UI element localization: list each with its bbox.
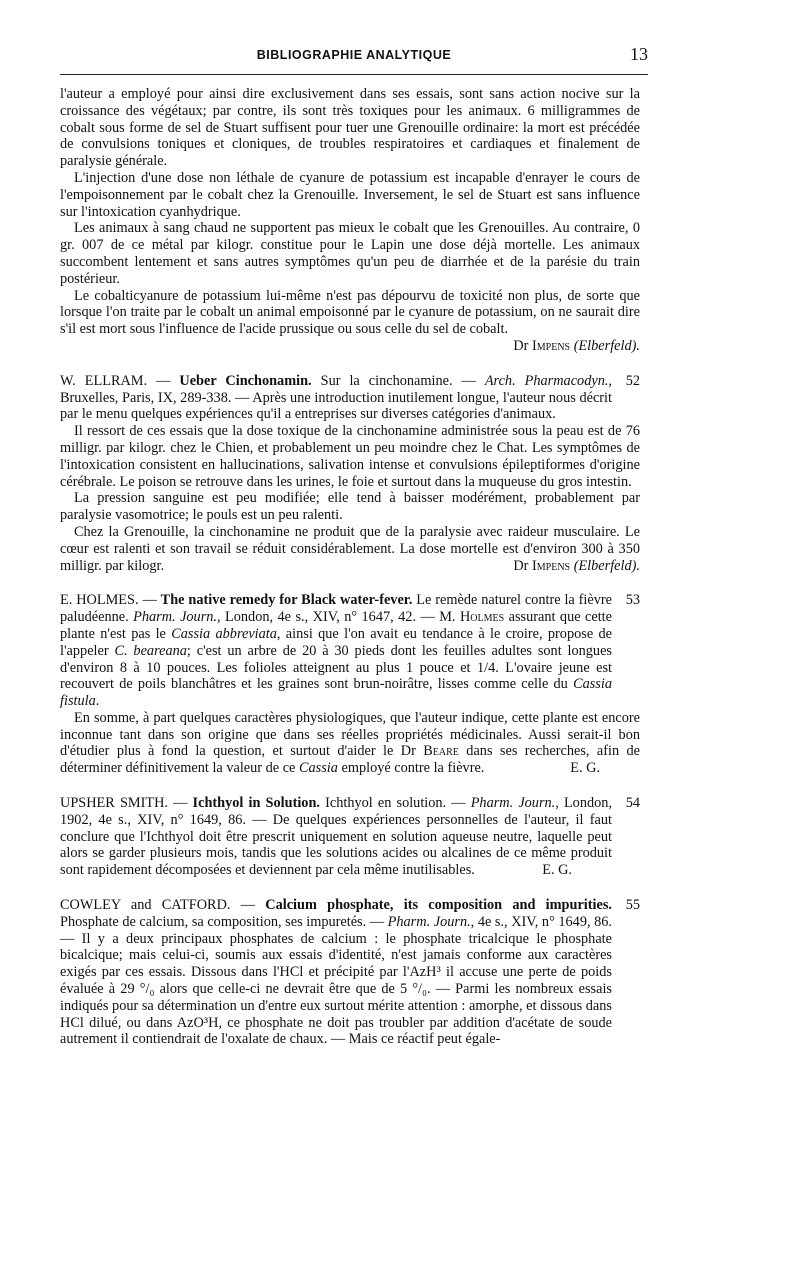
- entry-journal: Arch. Pharmacodyn.: [484, 372, 609, 389]
- intro-paragraph-2: L'injection d'une dose non léthale de cyanure de potassium est incapable d'enrayer le cours de l'empoisonnement par le cobalt chez la Grenouille. Inversement, le sel de Stuart est sans influence sur l'intoxication cyanhydrique.: [60, 169, 640, 220]
- entry-author: UPSHER SMITH. —: [60, 795, 188, 812]
- entry-number: 54: [625, 795, 640, 812]
- entry-author: COWLEY and CATFORD. —: [60, 897, 256, 914]
- entry-text: dans ses recherches, afin de déterminer définitivement la valeur de ce: [60, 743, 640, 777]
- entry-title: Ichthyol in Solution.: [192, 795, 320, 812]
- entry-text: En somme, à part quelques caractères physiologiques, que l'auteur indique, cette plante est encore inconnue tant dans son origine que dans ses réelles propriétés médicinales. Aussi serait-il bon d'étudier plus à fond la question, et surtout d'aider le Dr: [60, 709, 640, 760]
- spacer: [60, 355, 640, 373]
- entry-53-paragraph-2: [60, 710, 640, 777]
- entry-55: [60, 897, 640, 1048]
- entry-text: Chez la Grenouille, la cinchonamine ne produit que de la paralysie avec raideur musculaire. Le cœur est ralenti et son travail se réduit considérablement. La dose mortelle est d'environ 300 à 350 milligr. par kilogr.: [60, 523, 640, 574]
- entry-species: Cassia abbreviata: [171, 625, 277, 642]
- entry-52-paragraph-4: [60, 524, 640, 574]
- entry-text: , London, 4e s., XIV, n° 1647, 42. — M.: [217, 609, 460, 626]
- entry-text: Ichthyol en solution. —: [320, 795, 471, 812]
- entry-species: Cassia fistula: [60, 676, 612, 710]
- entry-text: Le remède naturel contre la fièvre paludéenne.: [60, 592, 612, 626]
- entry-title: Calcium phosphate, its composition and impurities.: [265, 897, 612, 914]
- entry-author: E. HOLMES. —: [60, 592, 157, 609]
- entry-number: 52: [625, 372, 640, 389]
- spacer: [60, 574, 640, 592]
- entry-text: Phosphate de calcium, sa composition, ses impuretés. —: [60, 913, 388, 930]
- intro-paragraph-4-block: [60, 288, 640, 355]
- entry-54: [60, 795, 640, 879]
- entry-title: Ueber Cinchonamin.: [179, 372, 312, 389]
- entry-text: ; c'est un arbre de 20 à 30 pieds dont les feuilles adultes sont longues d'environ 8 à 10 pouces. Les folioles atteignent au plus 1 pouce et 1/4. L'ovaire jeune est recouvert de poils blanchâtres et les graines sont brun-noirâtre, lisses comme celle du: [60, 642, 612, 693]
- entry-52-paragraph-2: Il ressort de ces essais que la dose toxique de la cinchonamine administrée sous la peau est de 76 milligr. par kilogr. chez le Chien, et probablement un peu moindre chez le Chat. Les symptômes de l'intoxication consistent en hallucinations, salivation intense et convulsions épileptiformes d'origine cérébrale. Le poison se retrouve dans les urines, le foie et surtout dans la muqueuse du gros intestin.: [60, 423, 640, 490]
- entry-text: employé contre la fièvre.: [337, 760, 485, 777]
- signature-prefix: Dr: [513, 337, 529, 354]
- entry-journal: Pharm. Journ.: [133, 609, 217, 626]
- header-rule: [60, 74, 648, 75]
- entry-person-name: Holmes: [459, 609, 505, 626]
- entry-species: Cassia: [298, 760, 338, 777]
- entry-55-heading: [60, 897, 640, 1048]
- intro-paragraph-4-text: Le cobalticyanure de potassium lui-même n'est pas dépourvu de toxicité non plus, de sorte que lorsque l'on traite par le cobalt un animal empoisonné par le cyanure de potassium, on ne saurait dire s'il est mort sous l'influence de l'acide prussique ou sous celle du sel de cobalt.: [60, 287, 640, 338]
- entry-text: , 4e s., XIV, n° 1649, 86. — Il y a deux principaux phosphates de calcium : le phosphate tricalcique le phosphate bicalcique; mais celui-ci, soumis aux essais d'identité, n'est jamais conforme aux caractères exigés par ces essais. Dissous dans l'HCl et précipité par l'AzH³ il accuse une perte de poids évaluée à 29 °/₀ alors que celle-ci ne devrait être que de 5 °/₀. — Parmi les nombreux essais indiqués pour sa détermination un d'entre eux surtout mérite attention : amorphe, et dissous dans HCl dilué, ou dans AzO³H, ce phosphate ne doit pas troubler par addition d'acétate de soude autrement il contiendrait de l'oxalate de chaux. — Mais ce réactif peut égale-: [60, 913, 612, 1048]
- signature-name: Impens: [532, 557, 571, 574]
- running-header: [60, 46, 648, 72]
- entry-text: assurant que cette plante n'est pas le: [60, 609, 612, 642]
- signature-place: (Elberfeld).: [573, 337, 640, 354]
- entry-text: , Bruxelles, Paris, IX, 289-338. — Après une introduction inutilement longue, l'auteur nous décrit par le menu quelques expériences qu'il a entreprises sur diverses catégories d'animaux.: [60, 372, 612, 423]
- entry-52-heading: [60, 373, 640, 423]
- intro-paragraph-4: [60, 288, 640, 355]
- entry-journal: Pharm. Journ.: [470, 795, 556, 812]
- intro-signature: [479, 338, 640, 355]
- entry-53-heading: [60, 592, 640, 710]
- signature-place: (Elberfeld).: [573, 557, 640, 574]
- entry-text: Sur la cinchonamine. —: [311, 372, 485, 389]
- entry-text: , ainsi que l'on avait eu tendance à le croire, propose de l'appeler: [60, 625, 612, 659]
- spacer: [60, 777, 640, 795]
- signature-prefix: Dr: [513, 557, 529, 574]
- entry-53: [60, 592, 640, 777]
- entry-number: 55: [625, 897, 640, 914]
- entry-title: The native remedy for Black water-fever.: [160, 592, 413, 609]
- entry-person-name: Beare: [423, 743, 459, 760]
- entry-52-signature: [479, 558, 640, 575]
- entry-54-signature: E. G.: [542, 862, 572, 879]
- entry-text: .: [95, 693, 100, 710]
- intro-paragraph-1: l'auteur a employé pour ainsi dire exclusivement dans ses essais, sont sans action nocive sur la croissance des végétaux; par contre, ils sont très toxiques pour les animaux. 6 milligrammes de cobalt sous forme de sel de Stuart suffisent pour tuer une Grenouille ordinaire: la mort est précédée de convulsions toniques et cloniques, de troubles respiratoires et cardiaques et finalement de paralysie générale.: [60, 86, 640, 170]
- entry-52: [60, 373, 640, 575]
- entry-number: 53: [625, 592, 640, 609]
- entry-journal: Pharm. Journ.: [387, 913, 471, 930]
- spacer: [60, 879, 640, 897]
- entry-author: W. ELLRAM. —: [60, 372, 171, 389]
- page-body: [60, 86, 640, 1048]
- header-title: BIBLIOGRAPHIE ANALYTIQUE: [256, 48, 452, 62]
- signature-name: Impens: [532, 337, 571, 354]
- entry-species: C. beareana: [114, 642, 187, 659]
- entry-52-paragraph-3: La pression sanguine est peu modifiée; elle tend à baisser modérément, probablement par paralysie vasomotrice; le pouls est un peu ralenti.: [60, 490, 640, 524]
- entry-text: , London, 1902, 4e s., XIV, n° 1649, 86. — De quelques expériences personnelles de l'auteur, il faut conclure que l'Ichthyol doit être prescrit uniquement en solution aqueuse neutre, laquelle peut alors se garder plusieurs mois, tandis que les solutions acides ou alcalines de ce même produit sont rapidement décomposées et deviennent par cela même inutilisables.: [60, 795, 612, 879]
- intro-paragraph-3: Les animaux à sang chaud ne supportent pas mieux le cobalt que les Grenouilles. Au contraire, 0 gr. 007 de ce métal par kilogr. constitue pour le Lapin une dose déjà mortelle. Les animaux succombent lentement et sans autres symptômes qu'un peu de diarrhée et de la parésie du train postérieur.: [60, 220, 640, 287]
- entry-53-signature: E. G.: [570, 760, 600, 777]
- page-number: 13: [630, 44, 648, 64]
- entry-54-heading: [60, 795, 640, 879]
